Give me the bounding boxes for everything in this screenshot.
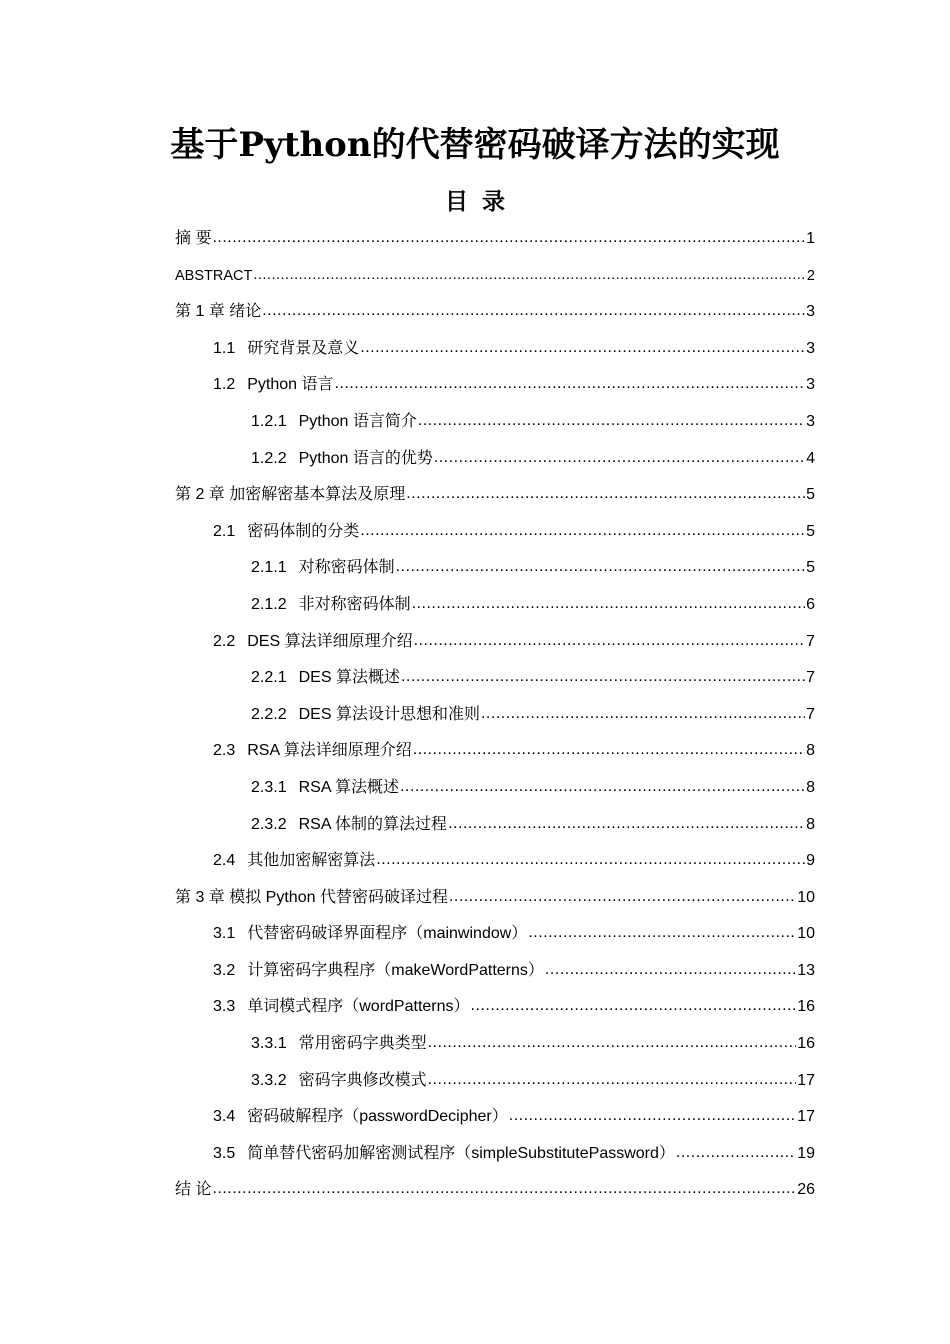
- toc-dot-leader: [676, 1135, 796, 1172]
- toc-entry-number: 2.3.2: [251, 815, 287, 833]
- toc-entry[interactable]: [175, 624, 815, 661]
- toc-entry-title: 第 3 章 模拟 Python 代替密码破译过程: [175, 888, 448, 906]
- toc-page-number: 26: [797, 1181, 815, 1199]
- toc-entry-number: 1.2.1: [251, 412, 287, 430]
- toc-dot-leader: [253, 257, 806, 294]
- toc-entry-number: 3.4: [213, 1108, 236, 1126]
- toc-entry-title: 简单替代密码加解密测试程序（simpleSubstitutePassword）: [247, 1144, 675, 1162]
- toc-entry[interactable]: [175, 331, 815, 368]
- toc-entry[interactable]: [175, 587, 815, 624]
- toc-page-number: 3: [806, 303, 815, 321]
- toc-page-number: 9: [806, 852, 815, 870]
- toc-entry-title: 摘 要: [175, 230, 212, 247]
- toc-entry-title: 代替密码破译界面程序（mainwindow）: [247, 925, 528, 943]
- toc-entry-title: RSA 算法详细原理介绍: [247, 742, 412, 760]
- toc-dot-leader: [448, 806, 805, 843]
- toc-entry-title: 第 2 章 加密解密基本算法及原理: [175, 486, 406, 504]
- toc-page-number: 8: [806, 742, 815, 760]
- toc-dot-leader: [335, 366, 806, 403]
- toc-entry-title: 计算密码字典程序（makeWordPatterns）: [247, 961, 544, 979]
- toc-entry-title: DES 算法概述: [298, 669, 400, 687]
- toc-dot-leader: [400, 769, 805, 806]
- toc-dot-leader: [360, 330, 805, 367]
- toc-entry[interactable]: [175, 367, 815, 404]
- toc-entry-number: 2.4: [213, 852, 236, 870]
- toc-dot-leader: [434, 440, 805, 477]
- toc-entry-title: Python 语言的优势: [298, 449, 433, 467]
- toc-page-number: 5: [806, 522, 815, 540]
- toc-entry[interactable]: [175, 843, 815, 880]
- toc-dot-leader: [360, 513, 805, 550]
- toc-page-number: 4: [806, 449, 815, 467]
- toc-page-number: 2: [806, 267, 815, 284]
- toc-page-number: 1: [806, 230, 815, 247]
- toc-entry-number: 2.3.1: [251, 778, 287, 796]
- toc-entry-number: 2.2.2: [251, 705, 287, 723]
- toc-page-number: 10: [797, 925, 815, 943]
- toc-entry-title: ABSTRACT: [175, 267, 253, 284]
- toc-dot-leader: [413, 732, 805, 769]
- toc-entry-title: 第 1 章 绪论: [175, 303, 262, 321]
- toc-entry[interactable]: [175, 404, 815, 441]
- toc-entry[interactable]: [175, 258, 815, 295]
- toc-entry-number: 1.1: [213, 339, 236, 357]
- toc-entry-title: RSA 算法概述: [298, 778, 400, 796]
- table-of-contents: [175, 221, 815, 1209]
- toc-entry[interactable]: [175, 477, 815, 514]
- toc-entry-title: 常用密码字典类型: [298, 1035, 427, 1053]
- toc-entry-title: 密码字典修改模式: [298, 1071, 427, 1089]
- toc-page-number: 17: [797, 1071, 815, 1089]
- toc-page-number: 8: [806, 815, 815, 833]
- toc-heading: 目录: [445, 189, 519, 215]
- toc-entry[interactable]: [175, 880, 815, 917]
- toc-entry[interactable]: [175, 1026, 815, 1063]
- toc-dot-leader: [414, 623, 805, 660]
- toc-entry-number: 3.2: [213, 961, 236, 979]
- toc-entry[interactable]: [175, 733, 815, 770]
- toc-entry[interactable]: [175, 441, 815, 478]
- toc-dot-leader: [481, 696, 805, 733]
- toc-dot-leader: [212, 1171, 796, 1208]
- toc-entry-number: 2.3: [213, 742, 236, 760]
- toc-entry[interactable]: [175, 1136, 815, 1173]
- toc-dot-leader: [212, 220, 805, 257]
- toc-dot-leader: [406, 476, 805, 513]
- toc-entry[interactable]: [175, 1063, 815, 1100]
- toc-dot-leader: [412, 586, 805, 623]
- toc-page-number: 8: [806, 778, 815, 796]
- toc-page-number: 3: [806, 339, 815, 357]
- toc-dot-leader: [428, 1062, 797, 1099]
- toc-entry[interactable]: [175, 916, 815, 953]
- toc-entry[interactable]: [175, 989, 815, 1026]
- toc-entry[interactable]: [175, 294, 815, 331]
- toc-entry-title: DES 算法详细原理介绍: [247, 632, 413, 650]
- toc-page-number: 5: [806, 486, 815, 504]
- toc-entry-number: 2.1: [213, 522, 236, 540]
- toc-entry-number: 1.2: [213, 376, 236, 394]
- toc-entry-number: 1.2.2: [251, 449, 287, 467]
- toc-page-number: 10: [797, 888, 815, 906]
- toc-entry[interactable]: [175, 221, 815, 258]
- toc-entry-number: 2.2.1: [251, 669, 287, 687]
- toc-entry[interactable]: [175, 660, 815, 697]
- toc-dot-leader: [471, 988, 797, 1025]
- toc-dot-leader: [376, 842, 805, 879]
- toc-dot-leader: [401, 659, 805, 696]
- toc-entry[interactable]: [175, 550, 815, 587]
- toc-dot-leader: [428, 1025, 797, 1062]
- toc-entry-title: RSA 体制的算法过程: [298, 815, 448, 833]
- toc-entry-number: 3.1: [213, 925, 236, 943]
- toc-dot-leader: [545, 952, 796, 989]
- toc-page-number: 7: [806, 669, 815, 687]
- toc-entry-number: 2.1.2: [251, 595, 287, 613]
- toc-dot-leader: [262, 293, 805, 330]
- toc-entry-number: 2.1.1: [251, 559, 287, 577]
- toc-entry-title: 研究背景及意义: [247, 339, 360, 357]
- toc-dot-leader: [528, 915, 796, 952]
- toc-entry-title: DES 算法设计思想和准则: [298, 705, 480, 723]
- toc-page-number: 7: [806, 632, 815, 650]
- toc-page-number: 16: [797, 998, 815, 1016]
- toc-entry-title: 对称密码体制: [298, 559, 395, 577]
- toc-dot-leader: [509, 1098, 796, 1135]
- toc-entry[interactable]: [175, 1172, 815, 1209]
- toc-entry[interactable]: [175, 514, 815, 551]
- toc-page-number: 17: [797, 1108, 815, 1126]
- document-title: 基于Python的代替密码破译方法的实现: [170, 125, 780, 165]
- toc-entry-title: 非对称密码体制: [298, 595, 411, 613]
- toc-entry-title: 密码破解程序（passwordDecipher）: [247, 1108, 508, 1126]
- toc-dot-leader: [396, 549, 805, 586]
- toc-page-number: 3: [806, 412, 815, 430]
- toc-dot-leader: [418, 403, 805, 440]
- toc-entry[interactable]: [175, 953, 815, 990]
- toc-entry[interactable]: [175, 1099, 815, 1136]
- toc-entry-title: Python 语言: [247, 376, 334, 394]
- toc-page-number: 5: [806, 559, 815, 577]
- toc-entry-title: 密码体制的分类: [247, 522, 360, 540]
- toc-page-number: 16: [797, 1035, 815, 1053]
- toc-entry-title: Python 语言简介: [298, 412, 417, 430]
- toc-page-number: 3: [806, 376, 815, 394]
- toc-page-number: 13: [797, 961, 815, 979]
- toc-dot-leader: [449, 879, 796, 916]
- toc-entry-number: 3.5: [213, 1144, 236, 1162]
- toc-entry[interactable]: [175, 697, 815, 734]
- toc-entry-title: 单词模式程序（wordPatterns）: [247, 998, 470, 1016]
- toc-entry-number: 2.2: [213, 632, 236, 650]
- toc-page-number: 19: [797, 1144, 815, 1162]
- toc-page-number: 7: [806, 705, 815, 723]
- toc-entry-title: 其他加密解密算法: [247, 852, 376, 870]
- toc-entry-number: 3.3.1: [251, 1035, 287, 1053]
- toc-entry[interactable]: [175, 770, 815, 807]
- toc-entry-number: 3.3.2: [251, 1071, 287, 1089]
- toc-entry[interactable]: [175, 807, 815, 844]
- toc-entry-number: 3.3: [213, 998, 236, 1016]
- toc-page-number: 6: [806, 595, 815, 613]
- toc-entry-title: 结 论: [175, 1181, 212, 1199]
